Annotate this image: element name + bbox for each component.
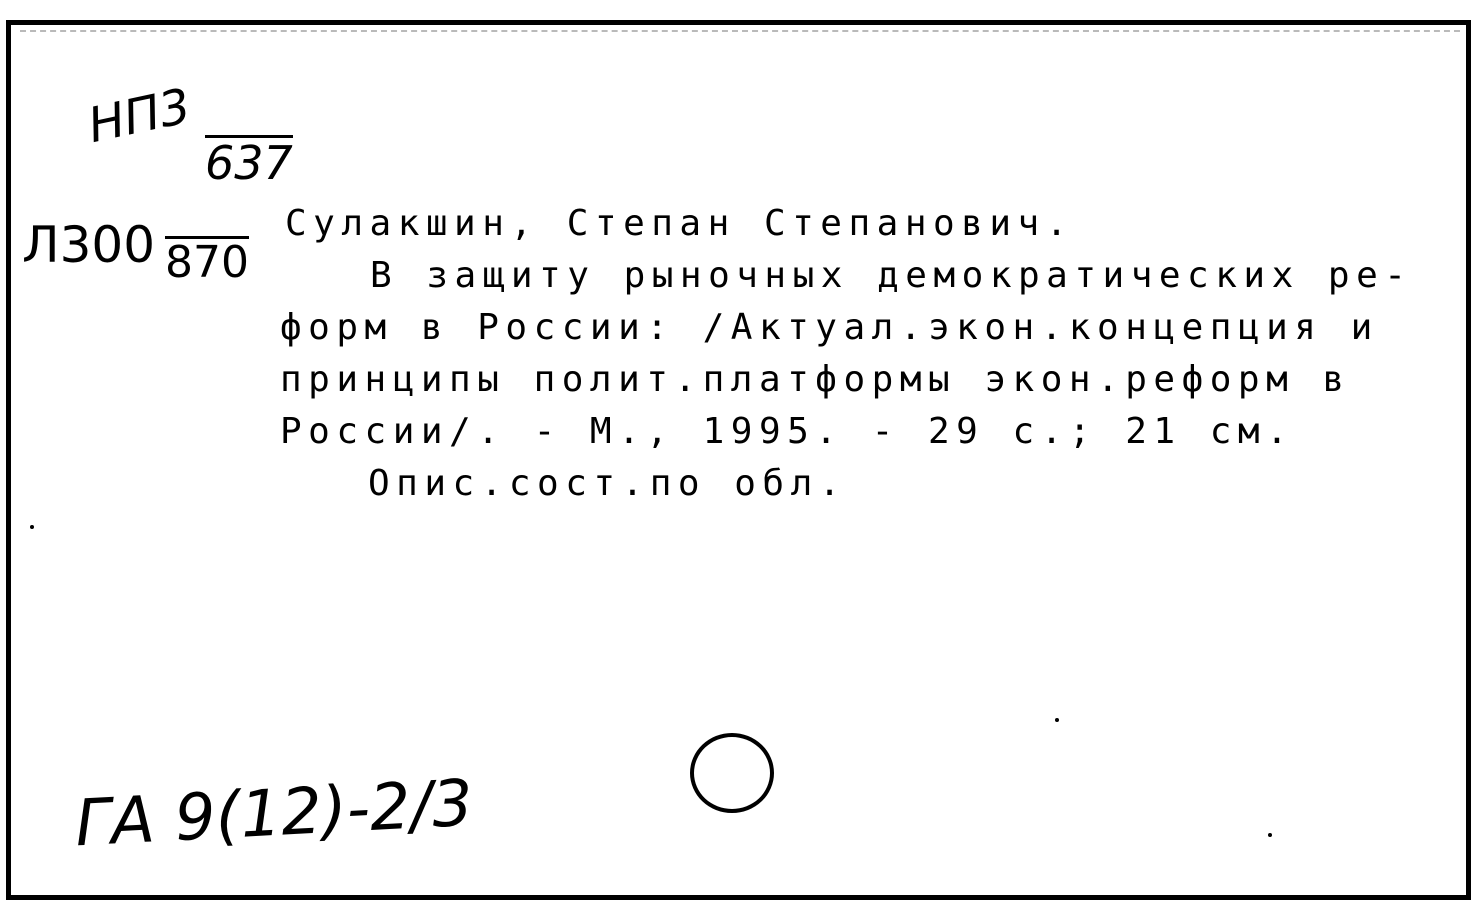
classification-code: ГА 9(12)-2/3 <box>73 766 475 862</box>
top-edge-marks <box>20 30 1460 34</box>
title-line-3: принципы полит.платформы экон.реформ в <box>280 359 1351 400</box>
punch-hole <box>690 733 774 813</box>
description-note: Опис.сост.по обл. <box>368 463 847 504</box>
author-line: Сулакшин, Степан Степанович. <box>285 203 1074 244</box>
speck <box>1268 833 1272 837</box>
title-line-1: В защиту рыночных демократических ре- <box>370 255 1413 296</box>
shelfmark-main-code: Л300 <box>22 216 156 274</box>
speck <box>1055 718 1059 722</box>
shelfmark-top-number: 637 <box>205 136 293 190</box>
shelfmark-top-part: НП3 <box>83 77 196 155</box>
shelfmark-main-number: 870 <box>165 237 249 288</box>
speck <box>30 525 34 529</box>
title-line-2: форм в России: /Актуал.экон.концепция и <box>280 307 1379 348</box>
title-line-4: России/. - М., 1995. - 29 с.; 21 см. <box>280 411 1295 452</box>
